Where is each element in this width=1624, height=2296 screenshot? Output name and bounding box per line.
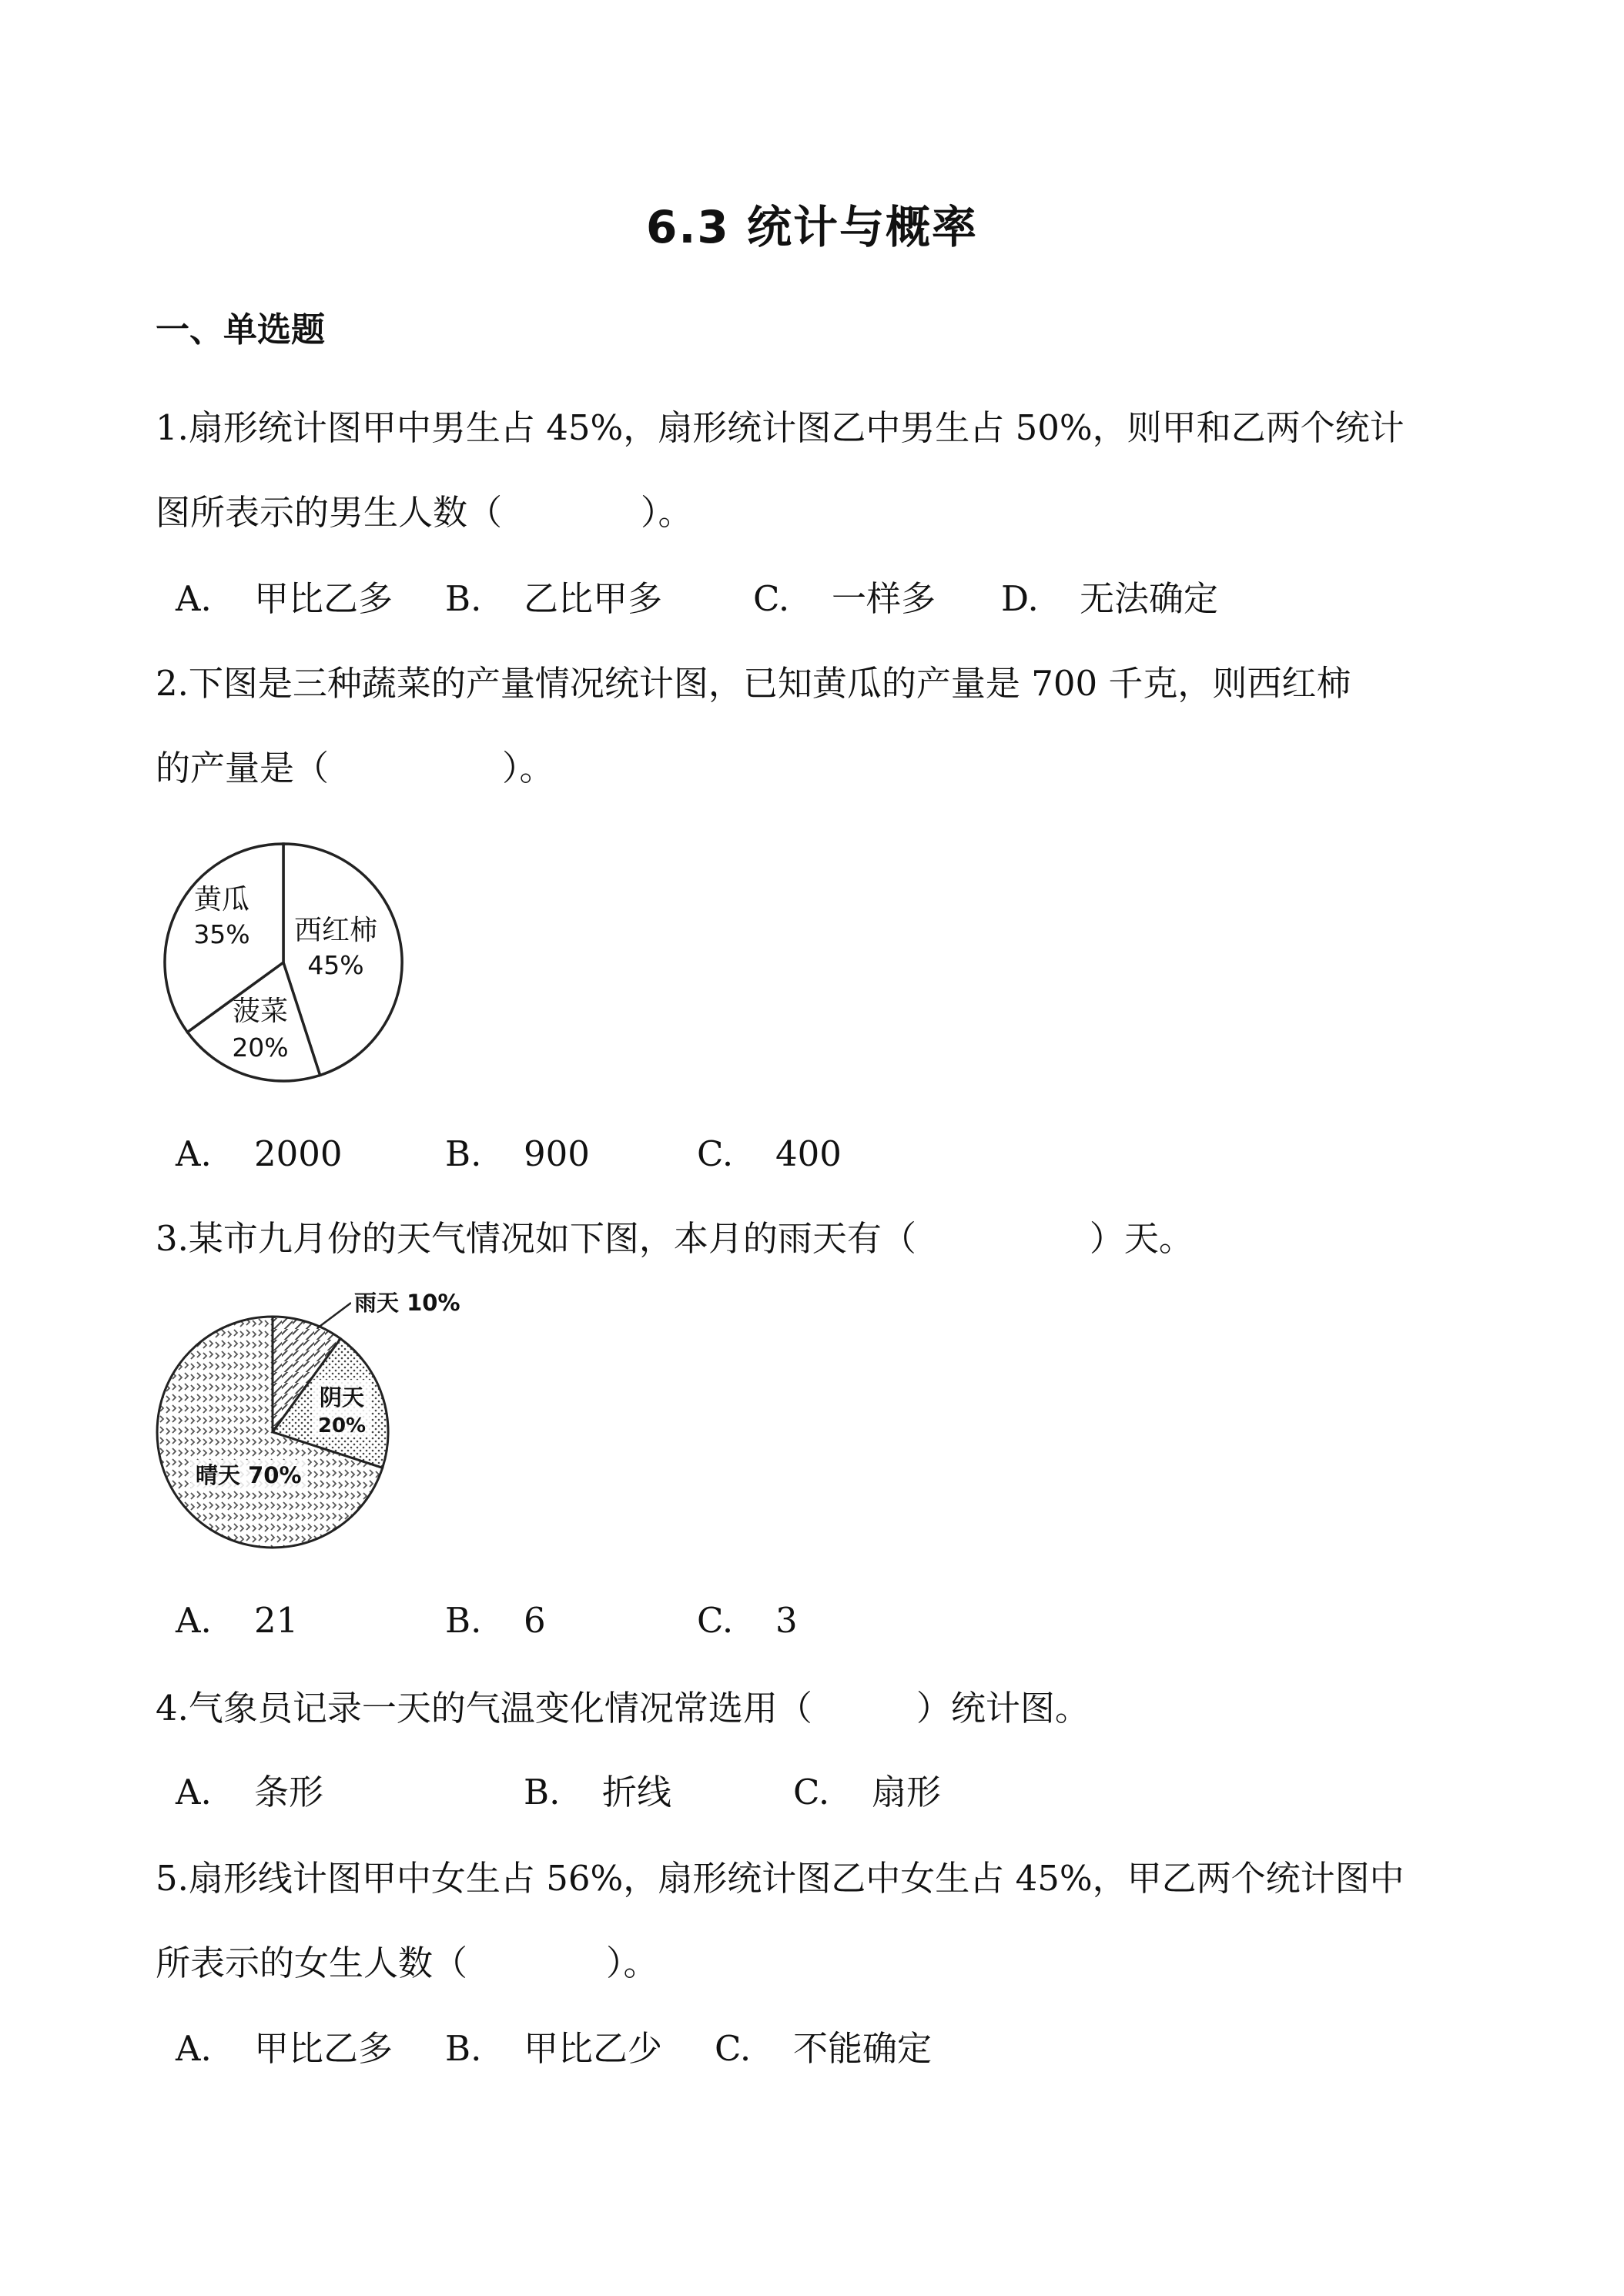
option-b-letter: B.: [445, 1133, 482, 1174]
option-b-letter: B.: [445, 578, 482, 619]
question-5-line-1: 5.扇形线计图甲中女生占 56%，扇形统计图乙中女生占 45%，甲乙两个统计图中: [156, 1858, 1405, 1899]
option-c-text: 3: [775, 1600, 798, 1641]
label-sunny: 晴天 70%: [196, 1462, 302, 1488]
option-a-text: 甲比乙多: [254, 578, 393, 619]
option-c-letter: C.: [793, 1772, 830, 1812]
option-a-text: 甲比乙多: [254, 2028, 393, 2069]
weather-pie-chart: [152, 1286, 507, 1563]
label-spinach: 菠菜: [232, 996, 289, 1027]
vegetable-pie-chart: [152, 832, 414, 1093]
option-a-text: 条形: [254, 1772, 324, 1812]
option-b-text: 6: [524, 1600, 546, 1641]
option-a-letter: A.: [176, 578, 212, 619]
option-a-letter: A.: [176, 2028, 212, 2069]
value-tomato: 45%: [307, 950, 364, 980]
option-a-text: 2000: [254, 1133, 343, 1174]
option-a-letter: A.: [176, 1133, 212, 1174]
value-cucumber: 35%: [193, 919, 250, 949]
option-b-letter: B.: [524, 1772, 561, 1812]
question-1-line-1: 1.扇形统计图甲中男生占 45%，扇形统计图乙中男生占 50%，则甲和乙两个统计: [156, 407, 1405, 448]
option-c-text: 扇形: [872, 1772, 942, 1812]
value-spinach: 20%: [232, 1033, 289, 1063]
option-b-text: 折线: [602, 1772, 672, 1812]
question-4-line-1: 4.气象员记录一天的气温变化情况常选用（ ）统计图。: [156, 1688, 1090, 1729]
page-title: 6.3 统计与概率: [646, 201, 978, 253]
option-a-letter: A.: [176, 1600, 212, 1641]
option-b-letter: B.: [445, 2028, 482, 2069]
option-a-text: 21: [254, 1600, 299, 1641]
option-c-text: 不能确定: [793, 2028, 933, 2069]
option-d-text: 无法确定: [1080, 578, 1219, 619]
question-5-line-2: 所表示的女生人数（ ）。: [156, 1943, 658, 1983]
option-b-text: 900: [524, 1133, 590, 1174]
question-2-line-1: 2.下图是三种蔬菜的产量情况统计图，已知黄瓜的产量是 700 千克，则西红柿: [156, 663, 1351, 704]
option-b-text: 乙比甲多: [524, 578, 663, 619]
option-c-letter: C.: [697, 1600, 734, 1641]
option-b-text: 甲比乙少: [524, 2028, 663, 2069]
question-1-line-2: 图所表示的男生人数（ ）。: [156, 492, 693, 533]
section-heading: 一、单选题: [156, 310, 325, 350]
option-c-text: 400: [775, 1133, 842, 1174]
label-rainy: 雨天 10%: [354, 1290, 460, 1316]
option-b-letter: B.: [445, 1600, 482, 1641]
option-d-letter: D.: [1001, 578, 1039, 619]
option-c-letter: C.: [753, 578, 790, 619]
label-cucumber: 黄瓜: [193, 884, 250, 915]
option-a-letter: A.: [176, 1772, 212, 1812]
option-c-text: 一样多: [832, 578, 936, 619]
question-3-line-1: 3.某市九月份的天气情况如下图，本月的雨天有（ ）天。: [156, 1218, 1194, 1259]
value-cloudy: 20%: [317, 1414, 367, 1438]
option-c-letter: C.: [715, 2028, 752, 2069]
question-2-line-2: 的产量是（ ）。: [156, 748, 554, 788]
rain-label-leader: [317, 1303, 351, 1328]
option-c-letter: C.: [697, 1133, 734, 1174]
label-tomato: 西红柿: [293, 915, 378, 946]
label-cloudy: 阴天: [319, 1384, 365, 1411]
